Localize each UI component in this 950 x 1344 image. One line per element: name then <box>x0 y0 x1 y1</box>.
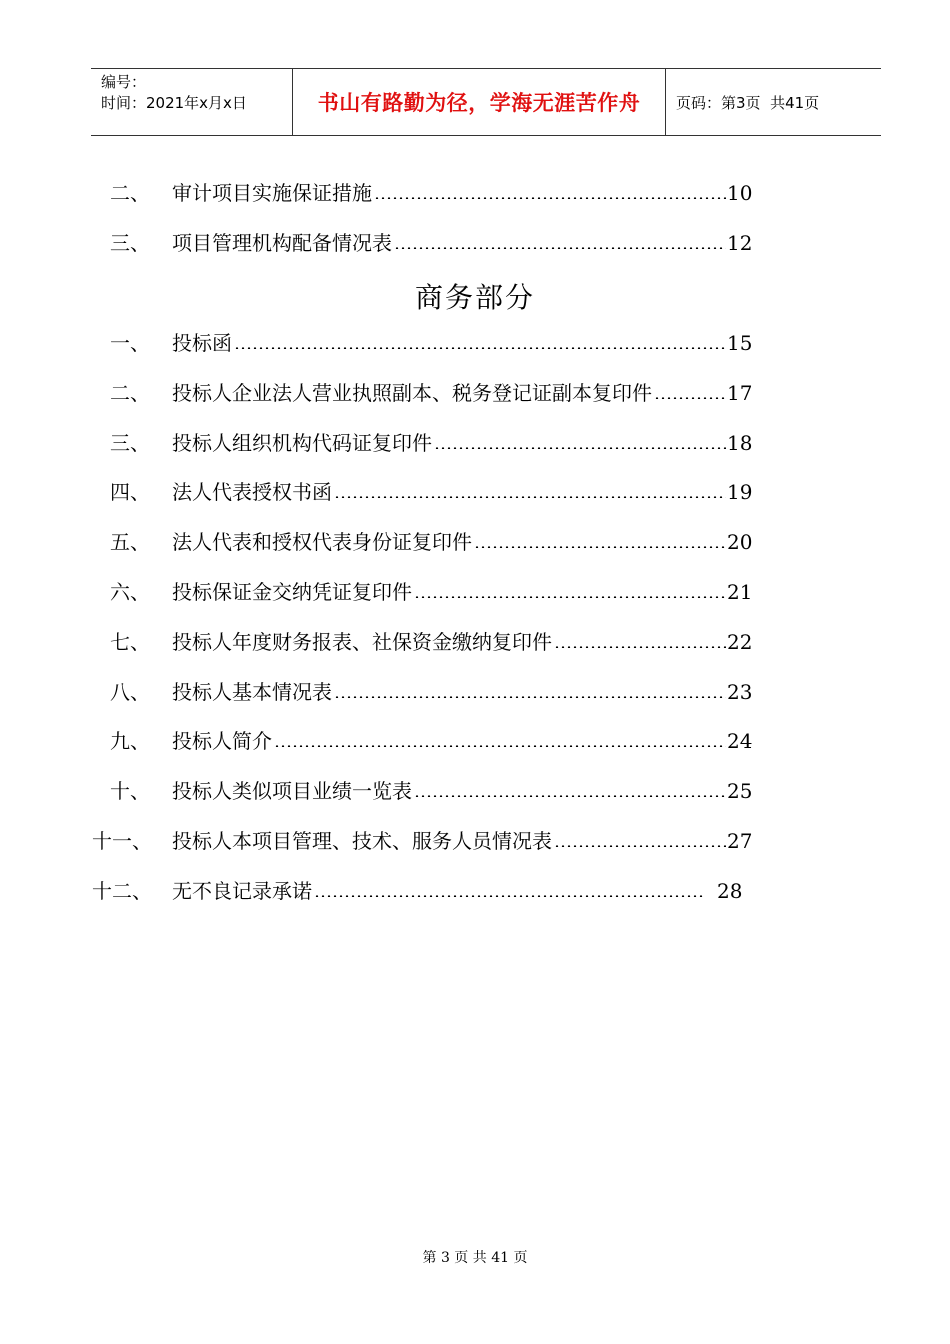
toc-entry <box>0 328 950 358</box>
toc-dot-leader <box>334 696 726 698</box>
toc-entry-number: 六、 <box>110 580 150 604</box>
toc-entry-page-number: 12 <box>727 231 753 255</box>
toc-dot-leader <box>414 795 726 797</box>
toc-entry-page-number: 27 <box>727 829 753 853</box>
header-meta <box>91 69 293 135</box>
toc-entry-page-number: 25 <box>727 779 753 804</box>
toc-entry <box>0 477 950 507</box>
toc-dot-leader <box>334 496 726 498</box>
toc-entry-number: 十一、 <box>92 829 152 853</box>
toc-entry-page-number: 24 <box>727 729 753 754</box>
toc-dot-leader <box>474 546 726 548</box>
toc-entry-title: 投标人基本情况表 <box>172 679 332 704</box>
toc-entry-title: 法人代表授权书函 <box>172 480 332 505</box>
toc-dot-leader <box>274 745 726 747</box>
toc-entry-title: 无不良记录承诺 <box>172 878 312 903</box>
toc-entry-number: 二、 <box>110 181 150 205</box>
toc-entry-number: 八、 <box>110 679 150 704</box>
toc-dot-leader <box>434 447 726 449</box>
document-time-label: 时间：2021年x月x日 <box>101 94 247 112</box>
toc-entry <box>0 228 950 258</box>
toc-entry <box>0 178 950 208</box>
toc-entry <box>0 378 950 408</box>
toc-entry-title: 投标函 <box>172 331 232 355</box>
toc-dot-leader <box>394 247 726 249</box>
toc-entry-page-number: 15 <box>727 331 753 355</box>
toc-entry-title: 投标人简介 <box>172 729 272 754</box>
toc-entry-title: 投标人组织机构代码证复印件 <box>172 430 432 455</box>
toc-entry-title: 投标保证金交纳凭证复印件 <box>172 580 412 604</box>
toc-entry-title: 投标人本项目管理、技术、服务人员情况表 <box>172 829 552 853</box>
toc-entry <box>0 826 950 856</box>
toc-entry-number: 三、 <box>110 430 150 455</box>
header-page-info: 页码：第3页 共41页 <box>676 93 820 112</box>
toc-entry-number: 三、 <box>110 231 150 255</box>
header-motto: 书山有路勤为径，学海无涯苦作舟 <box>293 69 666 135</box>
toc-entry-page-number: 21 <box>727 580 753 604</box>
toc-entry-page-number: 10 <box>727 181 753 205</box>
toc-entry <box>0 627 950 657</box>
toc-entry-page-number: 17 <box>727 380 753 405</box>
toc-entry-number: 九、 <box>110 729 150 754</box>
toc-entry-number: 七、 <box>110 629 150 654</box>
toc-entry-page-number: 20 <box>727 530 753 555</box>
toc-entry-number: 五、 <box>110 530 150 555</box>
toc-entry-title: 法人代表和授权代表身份证复印件 <box>172 530 472 555</box>
toc-dot-leader <box>414 596 726 598</box>
toc-dot-leader <box>654 397 726 399</box>
toc-entry-number: 一、 <box>110 331 150 355</box>
toc-entry-number: 二、 <box>110 380 150 405</box>
toc-entry-number: 十、 <box>110 779 150 804</box>
toc-entry-title: 投标人年度财务报表、社保资金缴纳复印件 <box>172 629 552 654</box>
section-title-business: 商务部分 <box>414 281 535 314</box>
toc-entry-title: 投标人类似项目业绩一览表 <box>172 779 412 804</box>
toc-entry <box>0 726 950 756</box>
toc-entry <box>0 876 950 906</box>
toc-entry <box>0 776 950 806</box>
page-footer: 第 3 页 共 41 页 <box>422 1250 528 1266</box>
toc-entry <box>0 428 950 458</box>
toc-entry <box>0 577 950 607</box>
toc-entry-number: 十二、 <box>92 878 152 903</box>
toc-entry-title: 投标人企业法人营业执照副本、税务登记证副本复印件 <box>172 380 652 405</box>
toc-entry-page-number: 23 <box>727 679 753 704</box>
document-number-label: 编号： <box>101 73 147 91</box>
toc-dot-leader <box>314 895 705 897</box>
page-header <box>91 68 881 136</box>
toc-entry <box>0 677 950 707</box>
toc-dot-leader <box>554 646 726 648</box>
toc-entry <box>0 527 950 557</box>
toc-dot-leader <box>374 197 726 199</box>
toc-entry-page-number: 18 <box>727 430 753 455</box>
toc-entry-title: 审计项目实施保证措施 <box>172 181 372 205</box>
toc-dot-leader <box>234 347 726 349</box>
toc-dot-leader <box>554 845 726 847</box>
toc-entry-page-number: 22 <box>727 629 753 654</box>
toc-entry-title: 项目管理机构配备情况表 <box>172 231 392 255</box>
toc-entry-page-number: 19 <box>727 480 753 505</box>
toc-entry-page-number: 28 <box>717 878 743 903</box>
toc-entry-number: 四、 <box>110 480 150 505</box>
